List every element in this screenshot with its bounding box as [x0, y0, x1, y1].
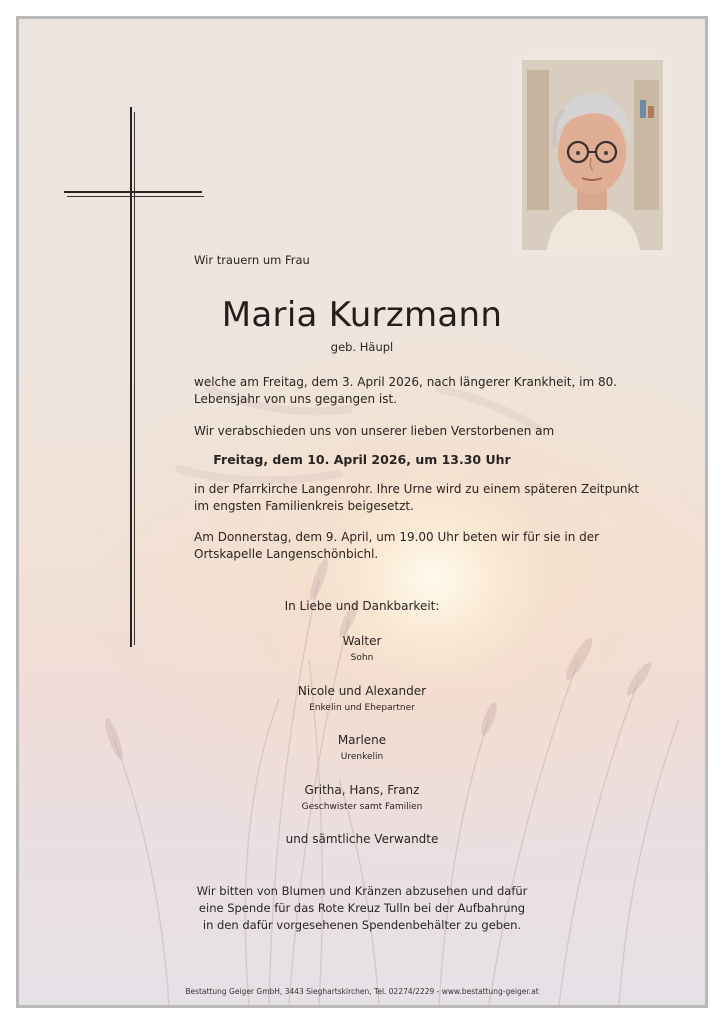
- mourner-relation: Sohn: [350, 653, 374, 663]
- prayer-paragraph: Am Donnerstag, dem 9. April, um 19.00 Uhr beten wir für sie in der Ortskapelle Langenschönbichl.: [194, 530, 600, 561]
- donation-request: [19, 883, 705, 934]
- mourner-name: Marlene: [337, 733, 387, 747]
- mourner-relation: Urenkelin: [340, 752, 384, 762]
- cross-vertical-line: [130, 107, 132, 647]
- mourner-relation: Enkelin und Ehepartner: [309, 703, 415, 713]
- donation-request-line: in den dafür vorgesehenen Spendenbehälter zu geben.: [202, 918, 522, 932]
- farewell-paragraph: Wir verabschieden uns von unserer lieben Verstorbenen am: [194, 424, 555, 438]
- obituary-frame: [16, 16, 708, 1008]
- burial-paragraph: in der Pfarrkirche Langenrohr. Ihre Urne wird zu einem späteren Zeitpunkt im engsten Familienkreis beigesetzt.: [194, 482, 640, 513]
- mourner-relation: Geschwister samt Familien: [301, 802, 423, 812]
- mourner-name: Walter: [342, 634, 382, 648]
- relatives-closing: und sämtliche Verwandte: [285, 832, 439, 846]
- portrait-photo: [522, 60, 663, 250]
- donation-request-line: Wir bitten von Blumen und Kränzen abzusehen und dafür: [196, 884, 528, 898]
- mourners-heading: In Liebe und Dankbarkeit:: [284, 599, 440, 613]
- maiden-name: geb. Häupl: [330, 340, 394, 354]
- passing-paragraph: welche am Freitag, dem 3. April 2026, nach längerer Krankheit, im 80. Lebensjahr von uns gegangen ist.: [194, 375, 618, 406]
- donation-request-line: eine Spende für das Rote Kreuz Tulln bei der Aufbahrung: [198, 901, 526, 915]
- funeral-date: Freitag, dem 10. April 2026, um 13.30 Uhr: [213, 452, 511, 467]
- cross-horizontal-line: [64, 191, 202, 193]
- portrait-image: [522, 60, 663, 250]
- intro-text: Wir trauern um Frau: [194, 253, 310, 267]
- funeral-home-footer: Bestattung Geiger GmbH, 3443 Sieghartskirchen, Tel. 02274/2229 - www.bestattung-geiger.at: [185, 987, 539, 996]
- mourner-name: Nicole und Alexander: [297, 684, 427, 698]
- cross-horizontal-shadow: [67, 196, 204, 197]
- mourner-name: Gritha, Hans, Franz: [304, 783, 420, 797]
- deceased-name: Maria Kurzmann: [221, 295, 503, 335]
